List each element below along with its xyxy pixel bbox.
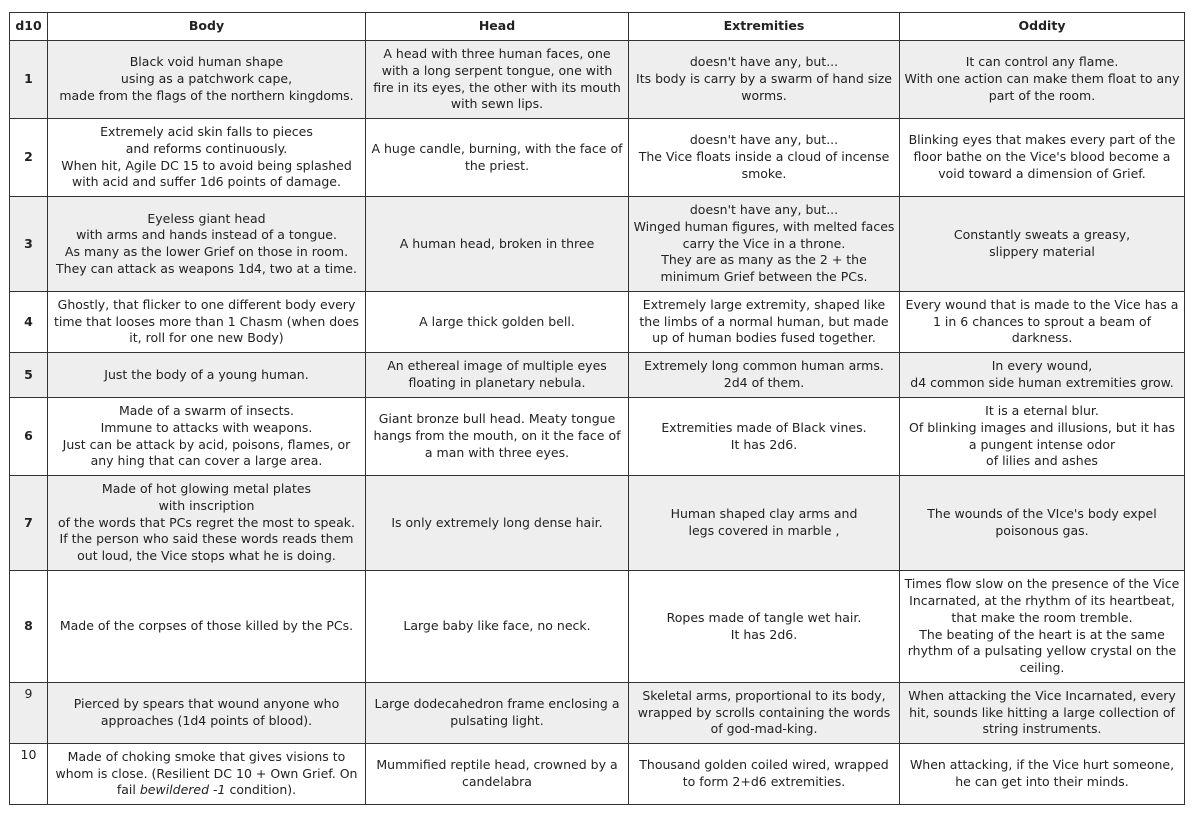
oddity-cell: It is a eternal blur. Of blinking images and illusions, but it has a pungent intense odor of lilies and ashes — [900, 398, 1185, 476]
head-cell: Is only extremely long dense hair. — [366, 476, 629, 571]
oddity-cell: It can control any flame. With one action can make them float to any part of the room. — [900, 41, 1185, 119]
body-cell: Extremely acid skin falls to pieces and reforms continuously. When hit, Agile DC 15 to avoid being splashed with acid and suffer 1d6 points of damage. — [48, 119, 366, 197]
head-cell: A human head, broken in three — [366, 197, 629, 292]
body-text-before: Made of choking smoke that gives visions to whom is close. (Resilient DC 10 + Own Grief. On fail — [55, 748, 358, 798]
roll-number: 6 — [10, 398, 48, 476]
head-cell: A huge candle, burning, with the face of the priest. — [366, 119, 629, 197]
roll-number: 9 — [10, 683, 48, 744]
oddity-cell: Every wound that is made to the Vice has a 1 in 6 chances to sprout a beam of darkness. — [900, 292, 1185, 353]
header-oddity: Oddity — [900, 13, 1185, 41]
extremities-cell: Ropes made of tangle wet hair. It has 2d6. — [629, 571, 900, 683]
oddity-cell: In every wound, d4 common side human extremities grow. — [900, 353, 1185, 398]
oddity-cell: When attacking the Vice Incarnated, every hit, sounds like hitting a large collection of string instruments. — [900, 683, 1185, 744]
body-cell: Eyeless giant head with arms and hands instead of a tongue. As many as the lower Grief on those in room. They can attack as weapons 1d4, two at a time. — [48, 197, 366, 292]
body-cell: Black void human shape using as a patchwork cape, made from the flags of the northern kingdoms. — [48, 41, 366, 119]
body-text-after: condition). — [225, 782, 297, 798]
table-row — [10, 398, 1185, 476]
extremities-cell: Extremely long common human arms. 2d4 of them. — [629, 353, 900, 398]
roll-number: 2 — [10, 119, 48, 197]
body-cell: Made of hot glowing metal plates with inscription of the words that PCs regret the most to speak. If the person who said these words reads them out loud, the Vice stops what he is doing. — [48, 476, 366, 571]
extremities-cell: Extremities made of Black vines. It has 2d6. — [629, 398, 900, 476]
extremities-cell: Thousand golden coiled wired, wrapped to form 2+d6 extremities. — [629, 744, 900, 805]
table-row — [10, 744, 1185, 805]
head-cell: An ethereal image of multiple eyes floating in planetary nebula. — [366, 353, 629, 398]
extremities-cell: doesn't have any, but... Its body is carry by a swarm of hand size worms. — [629, 41, 900, 119]
table-row — [10, 476, 1185, 571]
table-row — [10, 292, 1185, 353]
extremities-cell: Human shaped clay arms and legs covered in marble , — [629, 476, 900, 571]
oddity-cell: When attacking, if the Vice hurt someone, he can get into their minds. — [900, 744, 1185, 805]
roll-number: 1 — [10, 41, 48, 119]
body-cell: Made of a swarm of insects. Immune to attacks with weapons. Just can be attack by acid, poisons, flames, or any hing that can cover a large area. — [48, 398, 366, 476]
extremities-cell: Extremely large extremity, shaped like the limbs of a normal human, but made up of human bodies fused together. — [629, 292, 900, 353]
body-cell: Made of the corpses of those killed by the PCs. — [48, 571, 366, 683]
roll-number: 7 — [10, 476, 48, 571]
header-extremities: Extremities — [629, 13, 900, 41]
body-cell: Ghostly, that flicker to one different body every time that looses more than 1 Chasm (when does it, roll for one new Body) — [48, 292, 366, 353]
roll-number: 8 — [10, 571, 48, 683]
oddity-cell: Constantly sweats a greasy, slippery material — [900, 197, 1185, 292]
header-head: Head — [366, 13, 629, 41]
condition-name: bewildered -1 — [139, 782, 226, 798]
roll-number: 4 — [10, 292, 48, 353]
vice-table — [9, 12, 1185, 805]
table-row — [10, 353, 1185, 398]
body-cell: Just the body of a young human. — [48, 353, 366, 398]
table-row — [10, 41, 1185, 119]
body-cell — [48, 744, 366, 805]
body-cell: Pierced by spears that wound anyone who approaches (1d4 points of blood). — [48, 683, 366, 744]
roll-number: 10 — [10, 744, 48, 805]
oddity-cell: Times flow slow on the presence of the Vice Incarnated, at the rhythm of its heartbeat, that make the room tremble. The beating of the heart is at the same rhythm of a pulsating yellow crystal on the ceiling. — [900, 571, 1185, 683]
extremities-cell: doesn't have any, but... Winged human figures, with melted faces carry the Vice in a throne. They are as many as the 2 + the minimum Grief between the PCs. — [629, 197, 900, 292]
oddity-cell: The wounds of the VIce's body expel poisonous gas. — [900, 476, 1185, 571]
head-cell: A head with three human faces, one with a long serpent tongue, one with fire in its eyes, the other with its mouth with sewn lips. — [366, 41, 629, 119]
extremities-cell: Skeletal arms, proportional to its body, wrapped by scrolls containing the words of god-mad-king. — [629, 683, 900, 744]
roll-number: 5 — [10, 353, 48, 398]
table-row — [10, 683, 1185, 744]
head-cell: Large dodecahedron frame enclosing a pulsating light. — [366, 683, 629, 744]
roll-number: 3 — [10, 197, 48, 292]
head-cell: Giant bronze bull head. Meaty tongue hangs from the mouth, on it the face of a man with three eyes. — [366, 398, 629, 476]
header-row — [10, 13, 1185, 41]
head-cell: Large baby like face, no neck. — [366, 571, 629, 683]
header-body: Body — [48, 13, 366, 41]
table-row — [10, 197, 1185, 292]
head-cell: Mummified reptile head, crowned by a candelabra — [366, 744, 629, 805]
head-cell: A large thick golden bell. — [366, 292, 629, 353]
table-row — [10, 119, 1185, 197]
extremities-cell: doesn't have any, but... The Vice floats inside a cloud of incense smoke. — [629, 119, 900, 197]
table-row — [10, 571, 1185, 683]
oddity-cell: Blinking eyes that makes every part of the floor bathe on the Vice's blood become a void toward a dimension of Grief. — [900, 119, 1185, 197]
header-d10: d10 — [10, 13, 48, 41]
